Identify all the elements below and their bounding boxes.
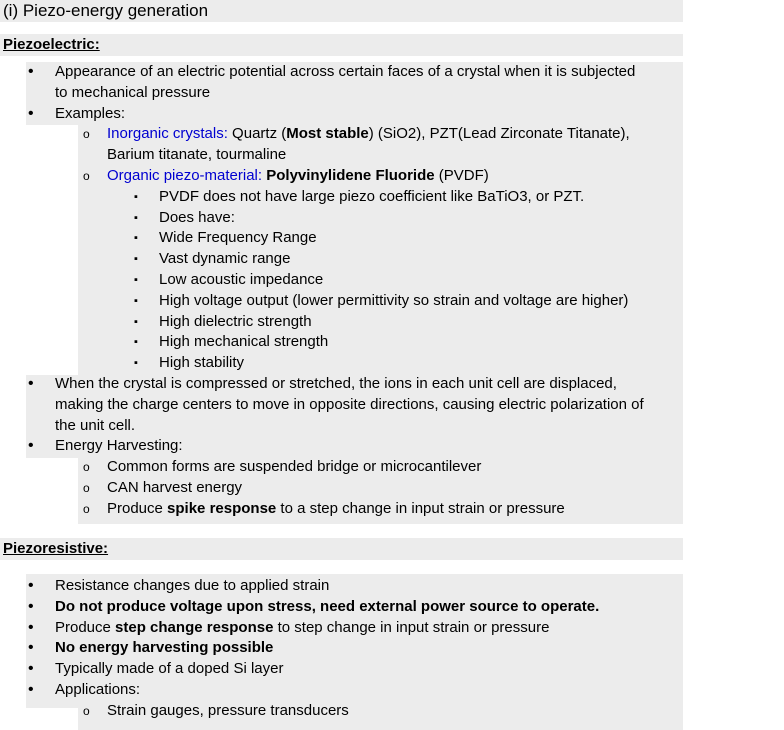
section-heading-piezoresistive: Piezoresistive: <box>0 538 683 560</box>
bullet-square: ▪ <box>134 336 138 349</box>
bullet-circle: o <box>83 127 90 142</box>
bullet-square: ▪ <box>134 357 138 370</box>
bullet-circle: o <box>83 501 90 516</box>
list-item: ▪ High mechanical strength <box>0 332 700 353</box>
list-item: ▪ Wide Frequency Range <box>0 228 700 249</box>
list-item: ▪ Vast dynamic range <box>0 249 700 270</box>
list-item: • Appearance of an electric potential across certain faces of a crystal when it is subjected <box>0 62 700 83</box>
list-item: o Produce spike response to a step change in input strain or pressure <box>0 499 700 520</box>
bullet-square: ▪ <box>134 190 138 203</box>
bullet-circle: o <box>83 703 90 718</box>
list-item: • No energy harvesting possible <box>0 638 700 659</box>
list-item: • Do not produce voltage upon stress, need external power source to operate. <box>0 597 700 618</box>
list-item: ▪ High voltage output (lower permittivity so strain and voltage are higher) <box>0 291 700 312</box>
list-item: ▪ PVDF does not have large piezo coefficient like BaTiO3, or PZT. <box>0 187 700 208</box>
list-item: • When the crystal is compressed or stretched, the ions in each unit cell are displaced, <box>0 374 700 395</box>
bullet-dot: • <box>28 437 34 455</box>
bullet-square: ▪ <box>134 232 138 245</box>
bullet-square: ▪ <box>134 273 138 286</box>
bullet-square: ▪ <box>134 315 138 328</box>
list-item: ▪ Low acoustic impedance <box>0 270 700 291</box>
bullet-dot: • <box>28 104 34 122</box>
list-item: • Applications: <box>0 680 700 701</box>
list-item: ▪ Does have: <box>0 208 700 229</box>
list-item: ▪ High stability <box>0 353 700 374</box>
bullet-circle: o <box>83 460 90 475</box>
list-item: • Resistance changes due to applied strain <box>0 576 700 597</box>
bullet-dot: • <box>28 660 34 678</box>
section-heading-piezoelectric: Piezoelectric: <box>0 34 683 56</box>
list-item: o Common forms are suspended bridge or microcantilever <box>0 457 700 478</box>
bullet-dot: • <box>28 63 34 80</box>
list-item: o CAN harvest energy <box>0 478 700 499</box>
list-item: o Inorganic crystals: Quartz (Most stable) (SiO2), PZT(Lead Zirconate Titanate), <box>0 124 700 145</box>
list-item: o Strain gauges, pressure transducers <box>0 701 700 722</box>
list-item: o Organic piezo-material: Polyvinylidene Fluoride (PVDF) <box>0 166 700 187</box>
list-item: • Energy Harvesting: <box>0 436 700 457</box>
bullet-dot: • <box>28 597 34 615</box>
bullet-dot: • <box>28 577 34 594</box>
list-item: ▪ High dielectric strength <box>0 312 700 333</box>
piezoresistive-list <box>0 576 700 722</box>
bullet-square: ▪ <box>134 294 138 307</box>
bullet-dot: • <box>28 680 34 698</box>
bullet-square: ▪ <box>134 211 138 224</box>
piezoelectric-list: • Appearance of an electric potential across certain faces of a crystal when it is subjected to mechanical pressure • Examples: o Inorganic crystals: Quartz (Most stable) (SiO2), PZT(Lead Zirconate Titanate), Barium titanate, tourmaline o Organic piezo-material: Polyvinylidene Fluoride (PVDF) ▪ PVDF does not have large piezo coefficient like BaTiO3, or PZT. ▪ Does have: ▪ Wide Frequency Range ▪ Vast dynamic range ▪ Low acoustic impedance ▪ High voltage output (lower permittivity so strain and voltage are higher) ▪ High dielectric strength ▪ High mechanical strength ▪ High stability • When the crystal is compressed or stretched, the ions in each unit cell are displaced, making the charge centers to move in opposite directions, causing electric polarization of the unit cell. • Energy Harvesting: o Common forms are suspended bridge or microcantilever o CAN harvest energy o Produce spike response to a step change in input strain or pressure <box>0 62 700 520</box>
bullet-circle: o <box>83 168 90 183</box>
list-item: • Produce step change response to step change in input strain or pressure <box>0 618 700 639</box>
bullet-dot: • <box>28 374 34 392</box>
bullet-circle: o <box>83 480 90 495</box>
list-item: • Typically made of a doped Si layer <box>0 659 700 680</box>
page-title: (i) Piezo-energy generation <box>0 0 683 22</box>
bullet-square: ▪ <box>134 253 138 266</box>
bullet-dot: • <box>28 618 34 636</box>
bullet-dot: • <box>28 639 34 657</box>
list-item: • Examples: <box>0 104 700 125</box>
